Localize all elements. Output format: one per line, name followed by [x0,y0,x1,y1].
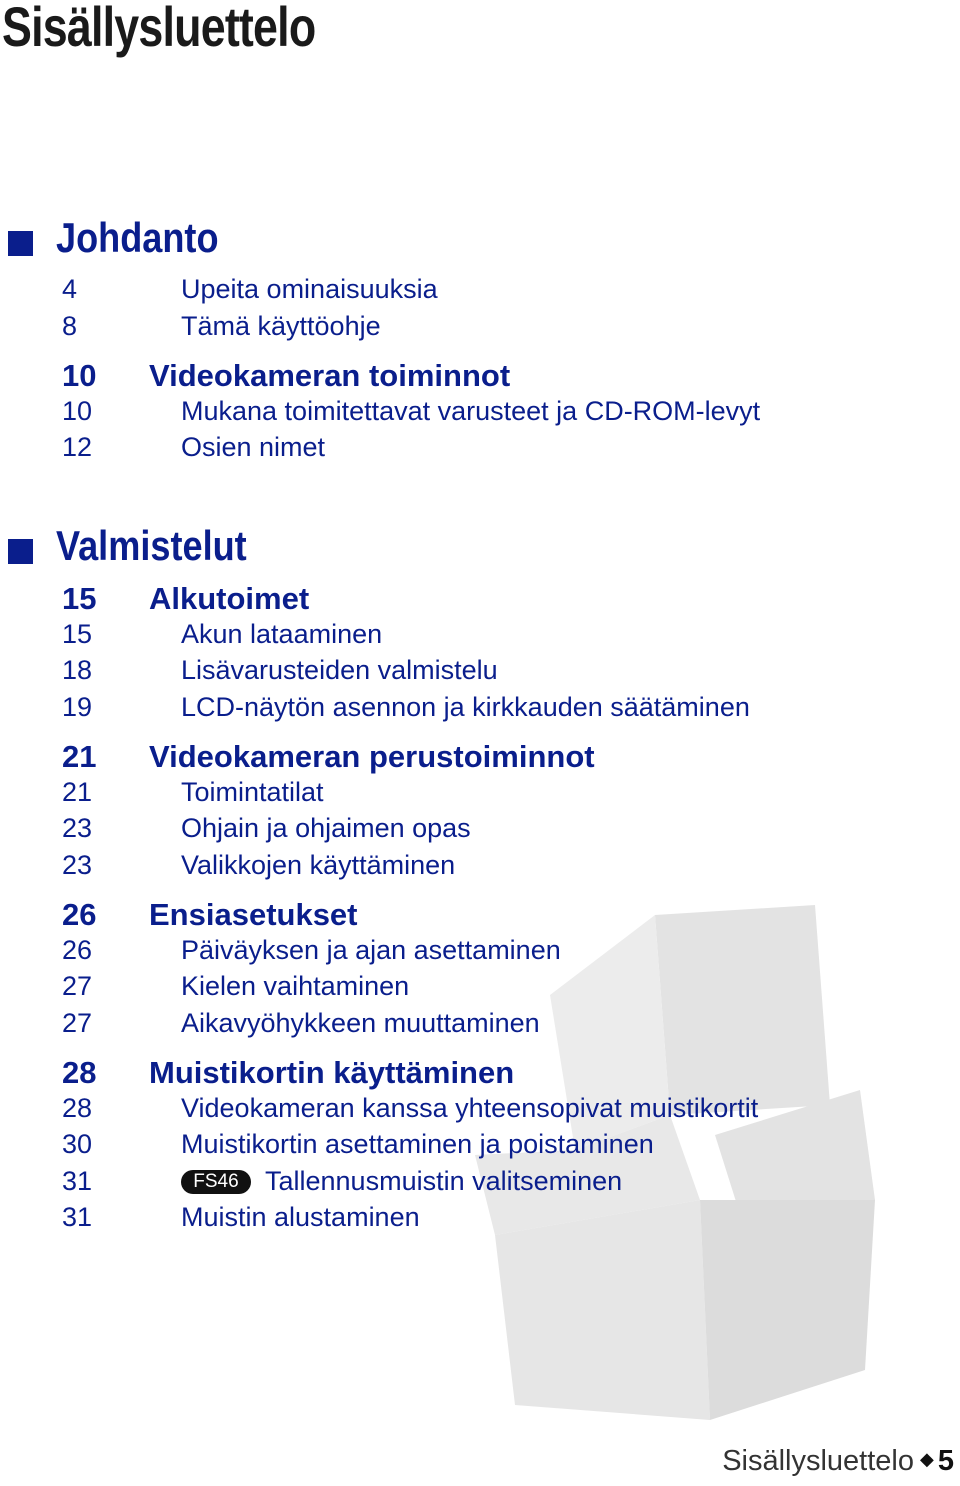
chapter-title: Videokameran perustoiminnot [149,739,595,774]
entry-title: Tämä käyttöohje [181,310,381,341]
entry-title: Videokameran kanssa yhteensopivat muistikortit [181,1092,759,1123]
page-number: 21 [62,739,97,774]
chapter-title: Alkutoimet [149,581,310,616]
toc-chapter[interactable] [0,578,960,615]
page-number: 18 [62,655,93,685]
section-johdanto [0,210,960,477]
page-number: 27 [62,971,93,1001]
entry-title: Kielen vaihtaminen [181,971,410,1001]
page-number: 28 [62,1092,93,1123]
page-number: 15 [62,581,97,616]
toc-entry[interactable] [0,615,960,652]
page-number: 8 [62,310,78,341]
toc-entry[interactable] [0,773,960,810]
toc-entry[interactable] [0,809,960,846]
page-number: 12 [62,432,93,462]
footer-label: Sisällysluettelo [722,1445,915,1477]
entry-title: Akun lataaminen [181,618,383,649]
page-number: 21 [62,776,93,807]
page-number: 26 [62,934,93,965]
chapter-title: Ensiasetukset [149,897,358,932]
toc-entry[interactable] [0,1125,960,1162]
toc-entry[interactable] [0,688,960,725]
page-number: 15 [62,618,93,649]
model-badge: FS46 [181,1170,251,1194]
toc-entry[interactable] [0,307,960,344]
toc-entry[interactable] [0,392,960,429]
toc-chapter[interactable] [0,736,960,773]
page-number: 19 [62,691,93,722]
entry-title: Osien nimet [181,432,326,462]
entry-title: LCD-näytön asennon ja kirkkauden säätäminen [181,691,750,722]
entry-title: Tallennusmuistin valitseminen [265,1165,623,1196]
toc-entry[interactable] [0,1198,960,1235]
entry-title: Mukana toimitettavat varusteet ja CD-ROM-levyt [181,395,761,426]
diamond-icon: ◆ [920,1449,934,1469]
entry-title: Aikavyöhykkeen muuttaminen [181,1007,540,1038]
toc-entry[interactable] [0,1089,960,1126]
toc-entry[interactable] [0,428,960,465]
toc-entry[interactable] [0,1004,960,1041]
entry-title: Muistin alustaminen [181,1202,420,1232]
section-title: Johdanto [56,214,219,261]
toc-chapter[interactable] [0,1052,960,1089]
page-number: 27 [62,1007,93,1038]
toc-entry[interactable] [0,931,960,968]
entry-title: Upeita ominaisuuksia [181,274,438,304]
entry-title: Ohjain ja ohjaimen opas [181,813,471,843]
toc-entry[interactable] [0,1162,960,1199]
page-number: 23 [62,849,93,880]
chapter-title: Videokameran toiminnot [149,358,511,393]
entry-title: Päiväyksen ja ajan asettaminen [181,934,561,965]
page-number: 10 [62,358,97,393]
page-number: 31 [62,1165,93,1196]
footer-page-number: 5 [937,1445,954,1477]
page-number: 26 [62,897,97,932]
toc-chapter[interactable] [0,894,960,931]
page-title: Sisällysluettelo [2,0,316,58]
entry-title: Lisävarusteiden valmistelu [181,655,498,685]
section-valmistelut [0,518,960,1247]
toc-chapter[interactable] [0,355,960,392]
entry-title: Valikkojen käyttäminen [181,849,456,880]
page-number: 23 [62,813,93,843]
chapter-title: Muistikortin käyttäminen [149,1055,515,1090]
page-number: 31 [62,1202,93,1232]
toc-entry[interactable] [0,270,960,307]
page-number: 10 [62,395,93,426]
section-title: Valmistelut [56,522,247,569]
entry-title: Muistikortin asettaminen ja poistaminen [181,1129,654,1159]
page-number: 30 [62,1129,93,1159]
toc-entry[interactable] [0,846,960,883]
toc-entry[interactable] [0,967,960,1004]
toc-entry[interactable] [0,651,960,688]
page-number: 4 [62,274,78,304]
page-footer [722,1445,954,1478]
entry-title: Toimintatilat [181,776,324,807]
section-bullet-icon [8,539,33,564]
page-number: 28 [62,1055,97,1090]
section-bullet-icon [8,231,33,256]
